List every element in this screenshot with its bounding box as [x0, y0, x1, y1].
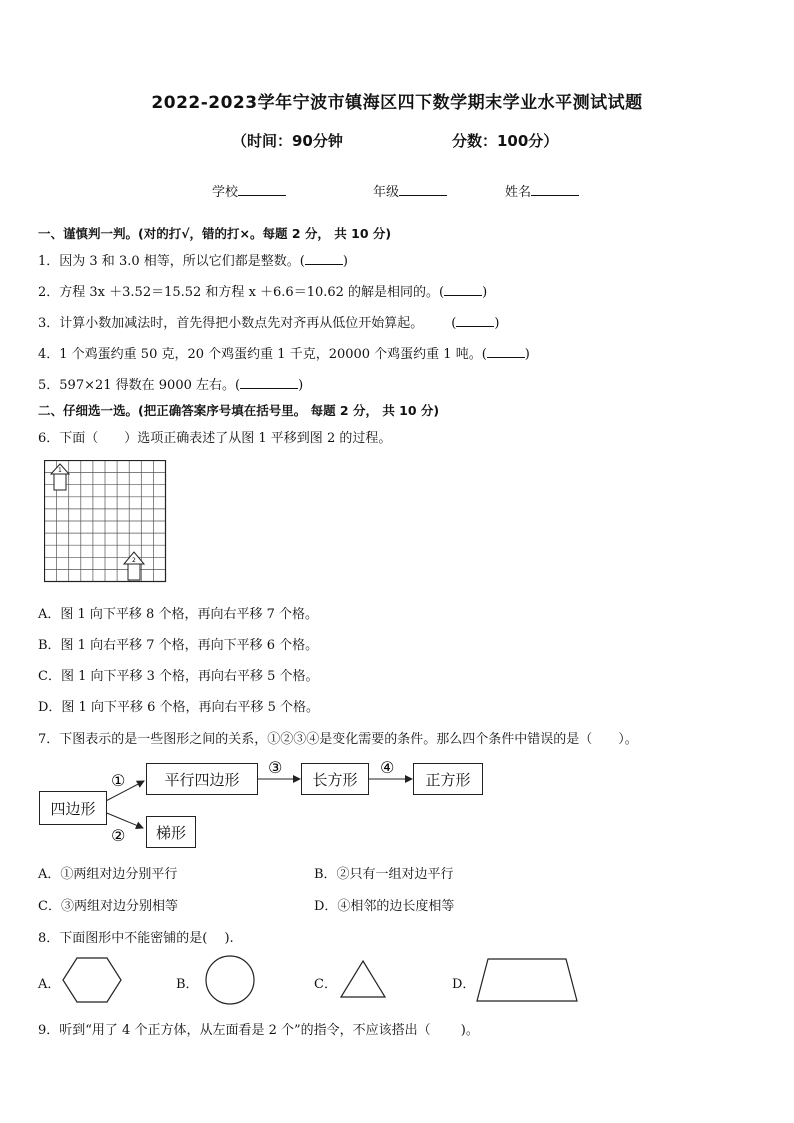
- q6-option-a[interactable]: A．图 1 向下平移 8 个格，再向右平移 7 个格。: [38, 607, 318, 622]
- answer-blank-4[interactable]: [487, 346, 525, 358]
- condition-1-marker: ①: [111, 771, 126, 790]
- house-figure-1: [51, 464, 69, 490]
- box-square: 正方形: [413, 763, 483, 795]
- question-7: 7．下图表示的是一些图形之间的关系，①②③④是变化需要的条件。那么四个条件中错误的是（ ）。: [38, 732, 638, 747]
- q7-option-c[interactable]: C．③两组对边分别相等: [38, 899, 178, 914]
- box-quadrilateral: 四边形: [39, 791, 107, 825]
- q7-option-d[interactable]: D．④相邻的边长度相等: [314, 899, 455, 914]
- question-9: 9．听到“用了 4 个正方体，从左面看是 2 个”的指令，不应该搭出（ )。: [38, 1023, 479, 1038]
- q6-option-b[interactable]: B．图 1 向右平移 7 个格，再向下平移 6 个格。: [38, 638, 319, 653]
- school-blank[interactable]: [238, 183, 286, 196]
- condition-4-marker: ④: [380, 758, 395, 777]
- answer-blank-3[interactable]: [456, 315, 494, 327]
- q8-option-c-label[interactable]: C．: [314, 977, 337, 992]
- question-1: 1．因为 3 和 3.0 相等，所以它们都是整数。( ): [38, 254, 348, 269]
- answer-blank-1[interactable]: [305, 253, 343, 265]
- name-field: [505, 181, 579, 200]
- grade-field: [373, 181, 447, 200]
- question-2: 2．方程 3x ＋3.52＝15.52 和方程 x ＋6.6＝10.62 的解是相同的。( ): [38, 285, 488, 300]
- name-blank[interactable]: [531, 183, 579, 196]
- question-3: 3．计算小数加减法时，首先得把小数点先对齐再从低位开始算起。 ( ): [38, 316, 500, 331]
- section1-heading: 一、谨慎判一判。(对的打√，错的打×。每题 2 分， 共 10 分): [38, 226, 392, 241]
- q8-option-d-label[interactable]: D．: [452, 977, 476, 992]
- hexagon-shape: [60, 955, 124, 1005]
- name-label: 姓名: [505, 185, 532, 200]
- section2-heading: 二、仔细选一选。(把正确答案序号填在括号里。 每题 2 分， 共 10 分): [38, 403, 440, 418]
- score-info: 分数：100分）: [452, 132, 559, 150]
- circle-shape: [203, 953, 257, 1007]
- condition-3-marker: ③: [268, 758, 283, 777]
- grade-label: 年级: [373, 185, 400, 200]
- translation-grid: [44, 460, 168, 584]
- school-field: [212, 181, 286, 200]
- triangle-shape: [338, 958, 388, 1000]
- question-4: 4．1 个鸡蛋约重 50 克，20 个鸡蛋约重 1 千克，20000 个鸡蛋约重 1 吨。( ): [38, 347, 530, 362]
- trapezoid-shape: [474, 955, 580, 1005]
- q6-option-c[interactable]: C．图 1 向下平移 3 个格，再向右平移 5 个格。: [38, 669, 319, 684]
- page-title: 2022-2023学年宁波市镇海区四下数学期末学业水平测试试题: [151, 93, 643, 113]
- answer-blank-5[interactable]: [240, 377, 298, 389]
- q7-option-a[interactable]: A．①两组对边分别平行: [38, 867, 178, 882]
- q7-option-b[interactable]: B．②只有一组对边平行: [314, 867, 454, 882]
- question-8: 8．下面图形中不能密铺的是( ).: [38, 931, 234, 946]
- figure-1-label: 1: [58, 467, 62, 474]
- q8-option-a-label[interactable]: A．: [38, 977, 61, 992]
- grade-blank[interactable]: [399, 183, 447, 196]
- time-info: （时间：90分钟: [232, 132, 343, 150]
- question-5: 5．597×21 得数在 9000 左右。( ): [38, 378, 304, 393]
- condition-2-marker: ②: [111, 826, 126, 845]
- box-parallelogram: 平行四边形: [146, 763, 258, 795]
- figure-2-label: 2: [132, 557, 136, 564]
- school-label: 学校: [212, 185, 239, 200]
- q6-option-d[interactable]: D．图 1 向下平移 6 个格，再向右平移 5 个格。: [38, 700, 320, 715]
- box-rectangle: 长方形: [301, 763, 369, 795]
- box-trapezoid: 梯形: [146, 816, 196, 848]
- answer-blank-2[interactable]: [444, 284, 482, 296]
- question-6: 6．下面（ ）选项正确表述了从图 1 平移到图 2 的过程。: [38, 431, 392, 446]
- q8-option-b-label[interactable]: B．: [176, 977, 199, 992]
